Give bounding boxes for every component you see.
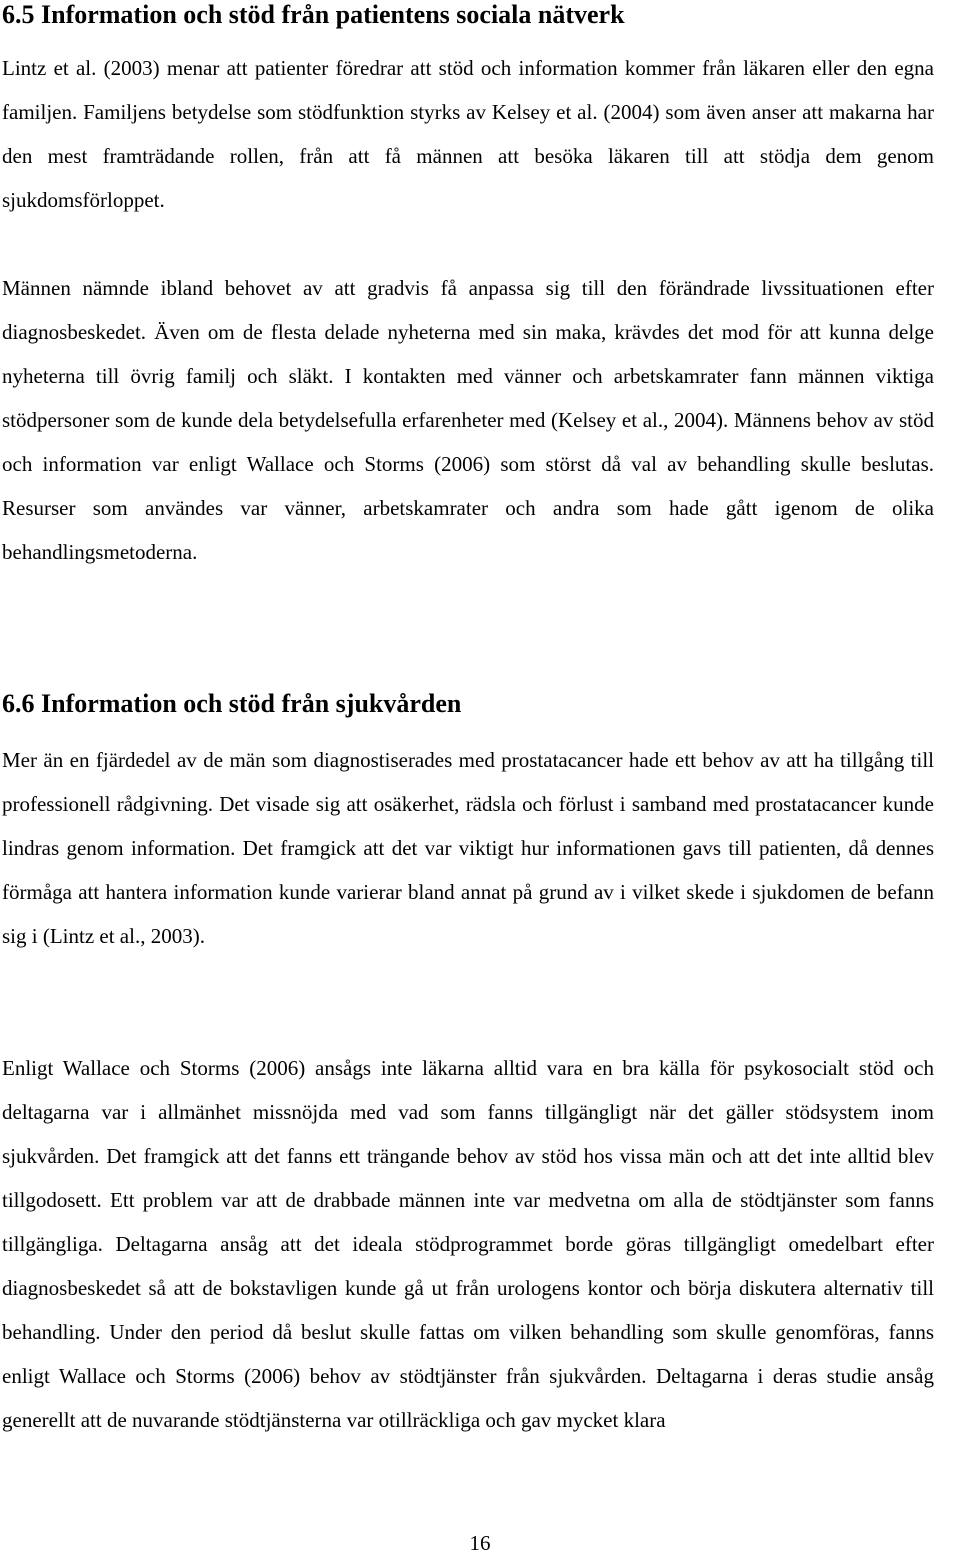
- paragraph-social-network-1: Lintz et al. (2003) menar att patienter föredrar att stöd och information kommer från läkaren eller den egna familjen. Familjens betydelse som stödfunktion styrks av Kelsey et al. (2004) som även anser att makarna har den mest framträdande rollen, från att få männen att besöka läkaren till att stödja dem genom sjukdomsförloppet.: [2, 56, 934, 212]
- paragraph-social-network-2: Männen nämnde ibland behovet av att gradvis få anpassa sig till den förändrade livssituationen efter diagnosbeskedet. Även om de flesta delade nyheterna med sin maka, krävdes det mod för att kunna delge nyheterna till övrig familj och släkt. I kontakten med vänner och arbetskamrater fann männen viktiga stödpersoner som de kunde dela betydelsefulla erfarenheter med (Kelsey et al., 2004). Männens behov av stöd och information var enligt Wallace och Storms (2006) som störst då val av behandling skulle beslutas. Resurser som användes var vänner, arbetskamrater och andra som hade gått igenom de olika behandlingsmetoderna.: [2, 276, 934, 564]
- section-heading-6-5: 6.5 Information och stöd från patientens sociala nätverk: [2, 0, 625, 29]
- paragraph-healthcare-1: Mer än en fjärdedel av de män som diagnostiserades med prostatacancer hade ett behov av att ha tillgång till professionell rådgivning. Det visade sig att osäkerhet, rädsla och förlust i samband med prostatacancer kunde lindras genom information. Det framgick att det var viktigt hur informationen gavs till patienten, då dennes förmåga att hantera information kunde varierar bland annat på grund av i vilket skede i sjukdomen de befann sig i (Lintz et al., 2003).: [2, 748, 934, 948]
- page-number: 16: [469, 1531, 491, 1555]
- section-heading-6-6: 6.6 Information och stöd från sjukvården: [2, 689, 462, 718]
- paragraph-healthcare-2: Enligt Wallace och Storms (2006) ansågs inte läkarna alltid vara en bra källa för psykosocialt stöd och deltagarna var i allmänhet missnöjda med vad som fanns tillgängligt när det gäller stödsystem inom sjukvården. Det framgick att det fanns ett trängande behov av stöd hos vissa män och att det inte alltid blev tillgodosett. Ett problem var att de drabbade männen inte var medvetna om alla de stödtjänster som fanns tillgängliga. Deltagarna ansåg att det ideala stödprogrammet borde göras tillgängligt omedelbart efter diagnosbeskedet så att de bokstavligen kunde gå ut från urologens kontor och börja diskutera alternativ till behandling. Under den period då beslut skulle fattas om vilken behandling som skulle genomföras, fanns enligt Wallace och Storms (2006) behov av stödtjänster från sjukvården. Deltagarna i deras studie ansåg generellt att de nuvarande stödtjänsterna var otillräckliga och gav mycket klara: [2, 1056, 934, 1432]
